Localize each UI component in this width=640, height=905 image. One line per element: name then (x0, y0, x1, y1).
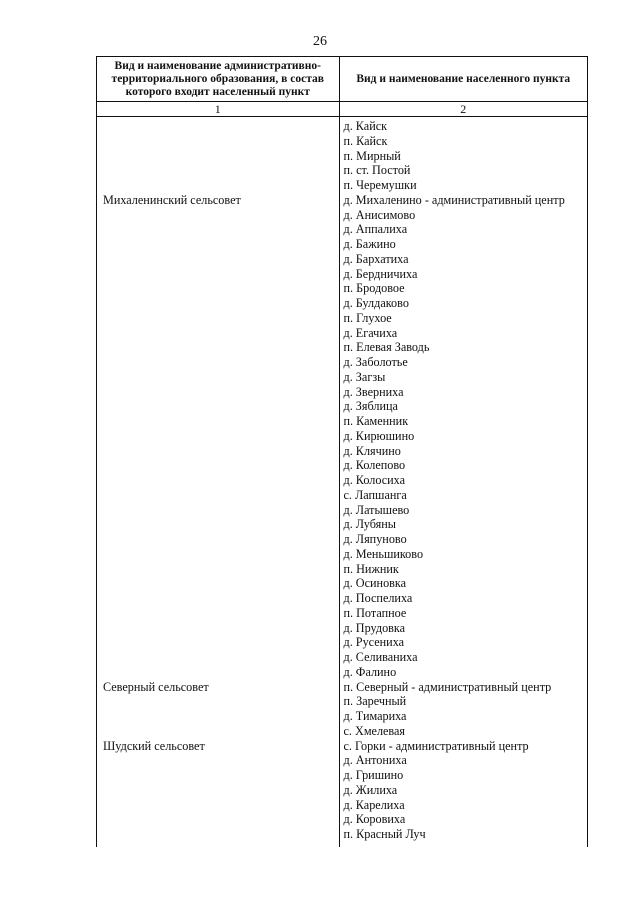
header-settlement: Вид и наименование населенного пункта (356, 72, 571, 85)
settlement-item: с. Хмелевая (343, 723, 406, 738)
settlement-item: п. Заречный (343, 694, 407, 709)
settlement-item: д. Зяблица (343, 399, 398, 414)
settlement-item: п. Нижник (343, 561, 399, 576)
settlement-item: д. Бердничиха (343, 266, 418, 281)
settlement-item: д. Бархатиха (343, 251, 409, 266)
settlement-item: д. Гришино (343, 768, 404, 782)
settlement-item: д. Осиновка (343, 576, 407, 591)
settlement-item: с. Горки - административный центр (343, 738, 529, 753)
settlement-item: д. Жилиха (343, 782, 398, 797)
settlement-item: д. Егачиха (343, 325, 398, 340)
settlement-item: д. Михаленино - административный центр (343, 192, 565, 207)
settlement-item: п. Бродовое (343, 281, 405, 296)
table-header-row (96, 56, 588, 101)
settlements-table (96, 56, 588, 847)
settlement-item: д. Анисимово (343, 207, 416, 222)
settlement-item: д. Поспелиха (343, 591, 413, 605)
settlement-item: п. Мирный (343, 148, 401, 163)
district-name: Михаленинский сельсовет (103, 192, 241, 207)
settlement-item: д. Колепово (343, 458, 406, 473)
settlement-item: д. Заболотье (343, 355, 408, 369)
settlement-item: д. Колосиха (343, 473, 406, 487)
column-number-2: 2 (460, 102, 467, 116)
settlement-item: д. Зверниха (343, 384, 404, 399)
settlement-item: п. Черемушки (343, 178, 417, 192)
settlement-item: д. Русениха (343, 635, 405, 650)
settlement-item: д. Тимариха (343, 709, 407, 723)
settlement-item: д. Меньшиково (343, 546, 424, 561)
settlement-item: п. Елевая Заводь (343, 340, 430, 355)
settlement-item: д. Кайск (343, 119, 388, 133)
settlement-item: д. Фалино (343, 664, 397, 679)
header-admin-unit: Вид и наименование административно-территориального образования, в состав которого входит населенный пункт (97, 57, 340, 101)
column-number-1: 1 (97, 102, 340, 116)
settlement-item: п. Красный Луч (343, 827, 426, 841)
settlement-item: д. Аппалиха (343, 222, 408, 237)
settlement-item: с. Лапшанга (343, 487, 407, 502)
settlement-item: п. Северный - административный центр (343, 679, 552, 694)
settlement-item: д. Прудовка (343, 620, 406, 635)
settlement-item: п. ст. Постой (343, 163, 411, 178)
page-number: 26 (313, 34, 327, 49)
settlement-item: д. Карелиха (343, 797, 405, 812)
district-column (97, 117, 340, 847)
settlement-item: д. Селиваниха (343, 650, 418, 664)
settlement-item: д. Булдаково (343, 296, 409, 310)
settlement-item: д. Кирюшино (343, 428, 415, 443)
column-number-row (96, 101, 588, 117)
settlement-item: д. Ляпуново (343, 532, 407, 546)
settlement-item: д. Бажино (343, 237, 396, 251)
settlement-item: д. Антониха (343, 753, 407, 768)
settlement-item: п. Глухое (343, 310, 392, 325)
settlement-item: д. Загзы (343, 369, 386, 384)
settlement-item: д. Клячино (343, 443, 401, 458)
settlement-item: д. Латышево (343, 502, 410, 517)
settlement-item: д. Лубяны (343, 517, 396, 532)
district-name: Северный сельсовет (103, 679, 209, 694)
settlement-column (340, 117, 587, 847)
settlement-item: д. Коровиха (343, 812, 406, 827)
table-body (96, 117, 588, 847)
settlement-item: п. Потапное (343, 605, 407, 620)
settlement-item: п. Кайск (343, 133, 388, 148)
settlement-item: п. Каменник (343, 414, 409, 428)
district-name: Шудский сельсовет (103, 738, 205, 753)
